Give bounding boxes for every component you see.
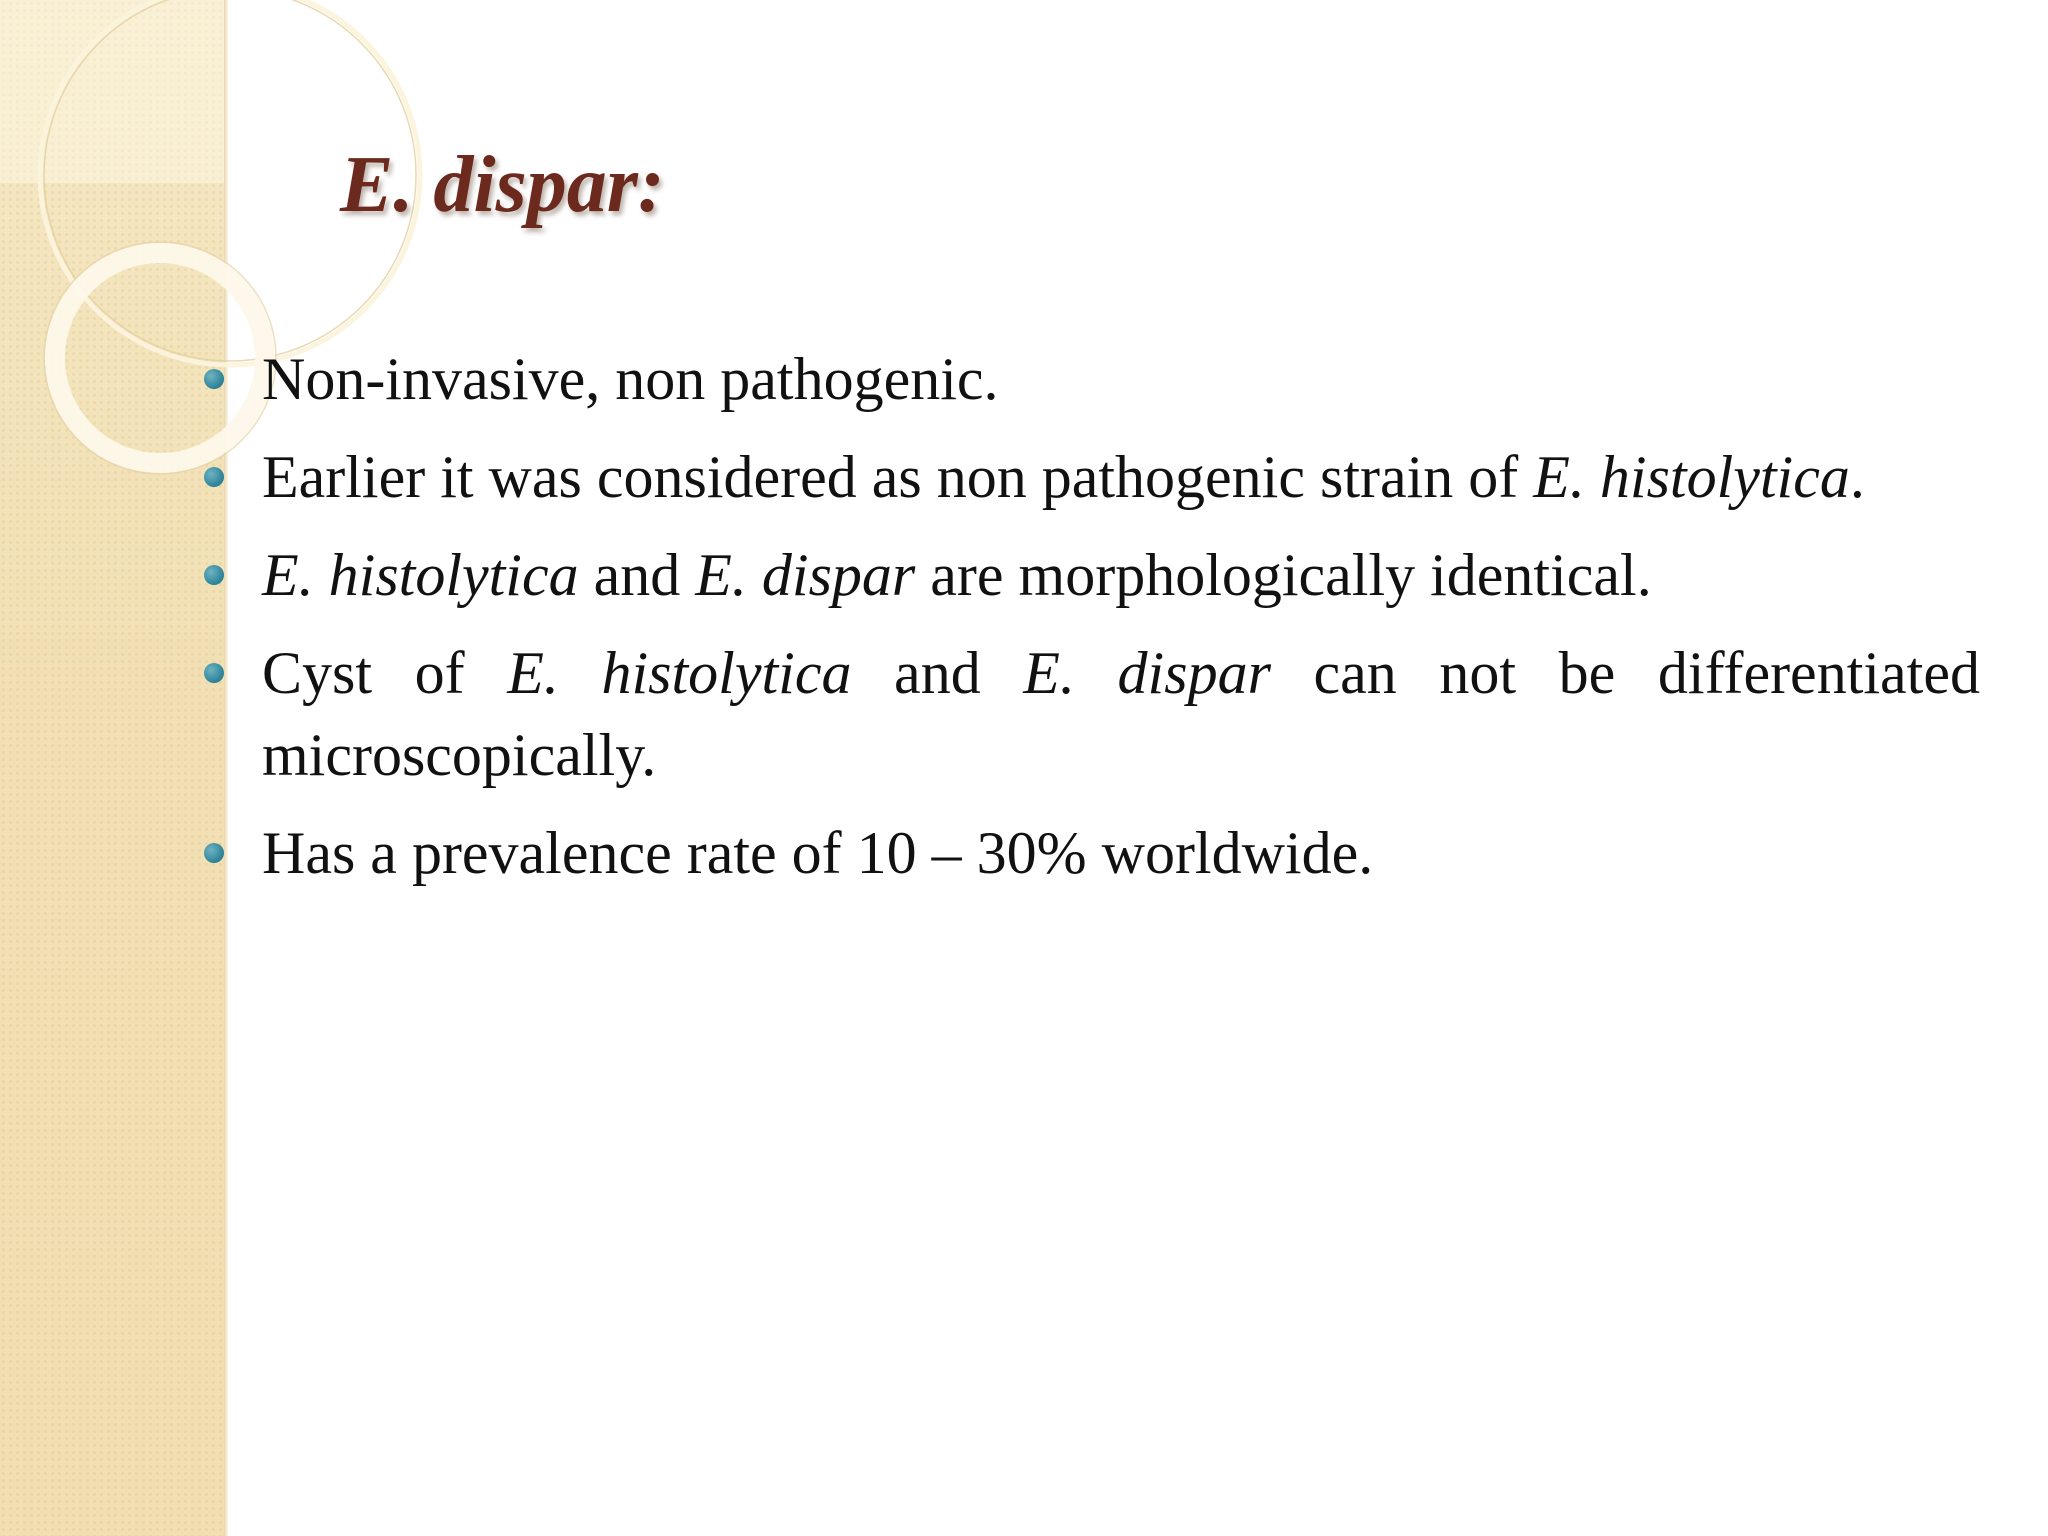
decorative-small-ring <box>55 253 265 463</box>
bullet-item <box>262 534 1980 616</box>
species-name: E. dispar <box>1023 640 1271 706</box>
bullet-text: Non-invasive, non pathogenic. <box>262 346 999 412</box>
bullet-item <box>262 436 1980 518</box>
bullet-text: are morphologically identical. <box>915 542 1652 608</box>
bullet-text: . <box>1849 444 1865 510</box>
bullet-text: Cyst of <box>262 640 508 706</box>
bullet-item <box>262 812 1980 894</box>
bullet-dot-icon <box>204 663 224 683</box>
bullet-list <box>262 338 1980 910</box>
slide-title: E. dispar: <box>340 141 665 229</box>
bullet-item <box>262 338 1980 420</box>
species-name: E. histolytica <box>1533 444 1850 510</box>
species-name: E. histolytica <box>507 640 852 706</box>
bullet-text: and <box>578 542 696 608</box>
bullet-dot-icon <box>204 467 224 487</box>
bullet-dot-icon <box>204 565 224 585</box>
species-name: E. dispar <box>695 542 916 608</box>
species-name: E. histolytica <box>262 542 579 608</box>
bullet-dot-icon <box>204 843 224 863</box>
bullet-text: Earlier it was considered as non pathogenic strain of <box>262 444 1534 510</box>
bullet-item <box>262 632 1980 796</box>
bullet-text: Has a prevalence rate of 10 – 30% worldwide. <box>262 820 1374 886</box>
bullet-dot-icon <box>204 369 224 389</box>
bullet-text: and <box>851 640 1024 706</box>
bullet-text: can not be differentiated microscopically. <box>262 640 1980 788</box>
